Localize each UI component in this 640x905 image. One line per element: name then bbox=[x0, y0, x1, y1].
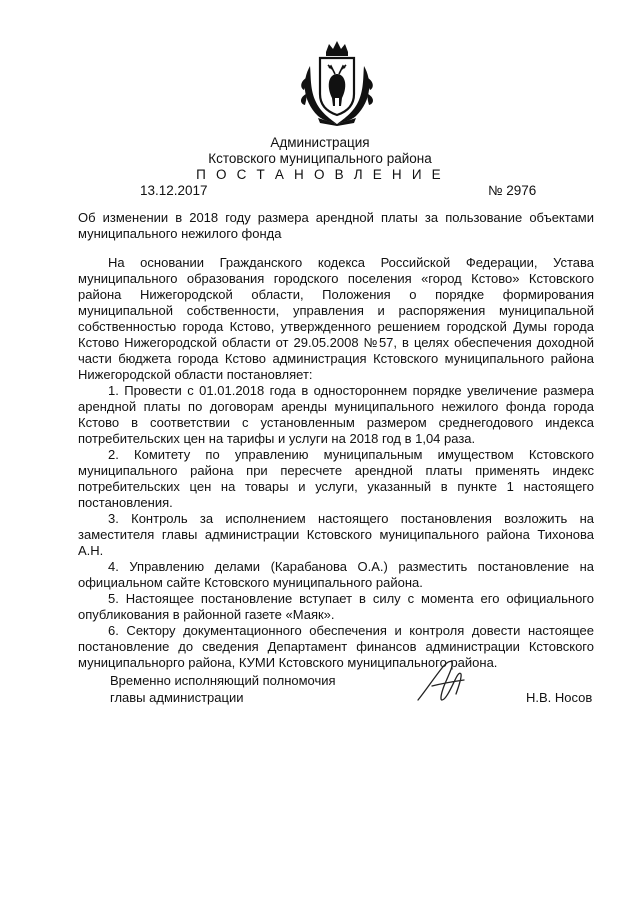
clause-1: 1. Провести с 01.01.2018 года в одностороннем порядке увеличение размера арендной платы по договорам аренды муниципального нежилого фонда города Кстово в соответствии с установленным размером среднегодового индекса потребительских цен на тарифы и услуги на 2018 год в 1,04 раза. bbox=[78, 383, 594, 446]
clause-4: 4. Управлению делами (Карабанова О.А.) разместить постановление на официальном сайте Кстовского муниципального района. bbox=[78, 559, 594, 590]
signatory-position bbox=[110, 672, 336, 706]
preamble-paragraph: На основании Гражданского кодекса Российской Федерации, Устава муниципального образования городского поселения «город Кстово» Кстовского района Нижегородской области, Положения о порядке формирования муниципальной собственности, управления и распоряжения муниципальной собственностью города Кстово, утвержденного решением городской Думы города Кстово Нижегородской области от 29.05.2008 №57, в целях обеспечения доходной части бюджета города Кстово администрация Кстовского муниципального района Нижегородской области постановляет: bbox=[78, 255, 594, 382]
signatory-position-line2: главы администрации bbox=[110, 690, 244, 705]
clause-6: 6. Сектору документационного обеспечения и контроля довести настоящее постановление до сведения Департамент финансов администрации Кстовского муниципальнорго района, КУМИ Кстовского муниципального района. bbox=[78, 623, 594, 670]
document-type: П О С Т А Н О В Л Е Н И Е bbox=[196, 167, 444, 182]
signatory-position-line1: Временно исполняющий полномочия bbox=[110, 673, 336, 688]
org-title-line1: Администрация bbox=[270, 135, 370, 150]
org-title-line2: Кстовского муниципального района bbox=[208, 151, 432, 166]
clause-2: 2. Комитету по управлению муниципальным имуществом Кстовского муниципального района при пересчете арендной платы применять индекс потребительских цен на товары и услуги, указанный в пункте 1 настоящего постановления. bbox=[78, 447, 594, 510]
clause-5: 5. Настоящее постановление вступает в силу с момента его официального опубликования в районной газете «Маяк». bbox=[78, 591, 594, 622]
clause-3: 3. Контроль за исполнением настоящего постановления возложить на заместителя главы администрации Кстовского муниципального района Тихонова А.Н. bbox=[78, 511, 594, 558]
signatory-name: Н.В. Носов bbox=[526, 690, 593, 705]
document-body bbox=[78, 255, 594, 671]
coat-of-arms-icon bbox=[296, 38, 378, 126]
document-subject: Об изменении в 2018 году размера арендной платы за пользование объектами муниципального нежилого фонда bbox=[78, 210, 594, 241]
document-number: № 2976 bbox=[488, 183, 537, 198]
handwritten-signature-icon bbox=[412, 656, 472, 706]
document-date: 13.12.2017 bbox=[140, 183, 208, 198]
